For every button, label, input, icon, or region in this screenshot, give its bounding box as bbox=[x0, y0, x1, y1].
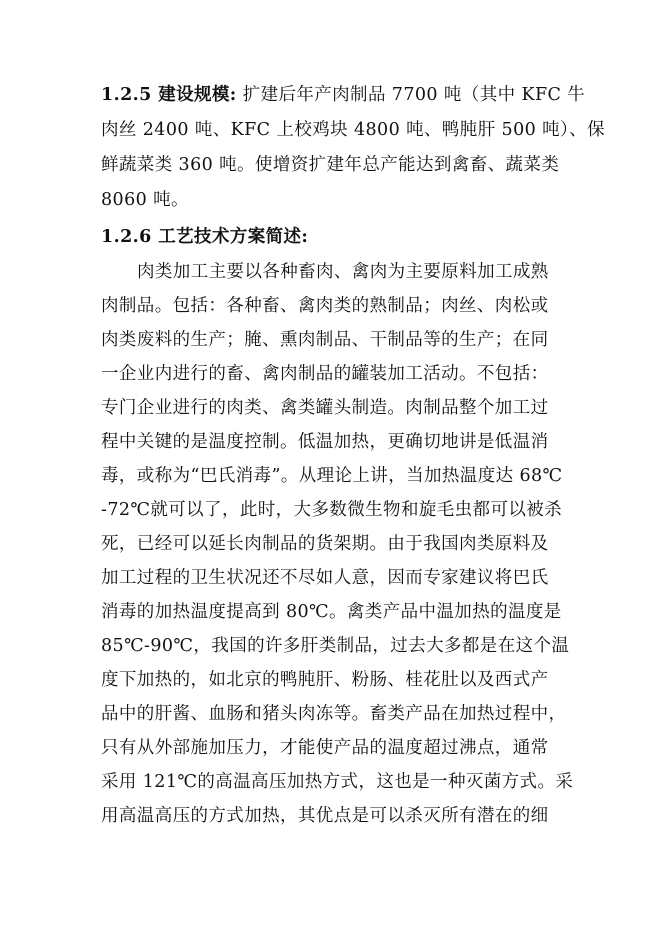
section-1-2-5-line-2: 肉丝 2400 吨、KFC 上校鸡块 4800 吨、鸭肫肝 500 吨）、保 bbox=[101, 120, 605, 140]
section-1-2-5-line-1 bbox=[101, 82, 585, 108]
section-1-2-5-text: 扩建后年产肉制品 7700 吨（其中 KFC 牛 bbox=[242, 85, 586, 105]
paragraph-line-12: 85℃-90℃，我国的许多肝类制品，过去大多都是在这个温 bbox=[101, 636, 570, 656]
section-1-2-6-heading: 1.2.6 工艺技术方案简述: bbox=[101, 227, 309, 247]
paragraph-line-1: 肉类加工主要以各种畜肉、禽肉为主要原料加工成熟 bbox=[137, 262, 549, 282]
paragraph-line-9: 死，已经可以延长肉制品的货架期。由于我国肉类原料及 bbox=[101, 534, 549, 554]
paragraph-line-11: 消毒的加热温度提高到 80℃。禽类产品中温加热的温度是 bbox=[101, 602, 562, 622]
paragraph-line-8: -72℃就可以了，此时，大多数微生物和旋毛虫都可以被杀 bbox=[101, 500, 563, 520]
paragraph-line-17: 用高温高压的方式加热，其优点是可以杀灭所有潜在的细 bbox=[101, 806, 549, 826]
paragraph-line-15: 只有从外部施加压力，才能使产品的温度超过沸点，通常 bbox=[101, 738, 549, 758]
paragraph-line-7: 毒，或称为“巴氏消毒”。从理论上讲，当加热温度达 68℃ bbox=[101, 466, 563, 486]
paragraph-line-6: 程中关键的是温度控制。低温加热，更确切地讲是低温消 bbox=[101, 432, 549, 452]
paragraph-line-3: 肉类废料的生产；腌、熏肉制品、干制品等的生产；在同 bbox=[101, 330, 549, 350]
paragraph-line-14: 品中的肝酱、血肠和猪头肉冻等。畜类产品在加热过程中， bbox=[101, 704, 567, 724]
section-1-2-5-heading: 1.2.5 建设规模: bbox=[101, 85, 237, 105]
paragraph-line-10: 加工过程的卫生状况还不尽如人意，因而专家建议将巴氏 bbox=[101, 568, 549, 588]
section-1-2-5-line-4: 8060 吨。 bbox=[101, 190, 189, 210]
paragraph-line-2: 肉制品。包括：各种畜、禽肉类的熟制品；肉丝、肉松或 bbox=[101, 296, 549, 316]
paragraph-line-4: 一企业内进行的畜、禽肉制品的罐装加工活动。不包括： bbox=[101, 364, 549, 384]
paragraph-line-13: 度下加热的，如北京的鸭肫肝、粉肠、桂花肚以及西式产 bbox=[101, 670, 549, 690]
paragraph-line-16: 采用 121℃的高温高压加热方式，这也是一种灭菌方式。采 bbox=[101, 772, 574, 792]
paragraph-line-5: 专门企业进行的肉类、禽类罐头制造。肉制品整个加工过 bbox=[101, 398, 549, 418]
section-1-2-5-line-3: 鲜蔬菜类 360 吨。使增资扩建年总产能达到禽畜、蔬菜类 bbox=[101, 155, 560, 175]
